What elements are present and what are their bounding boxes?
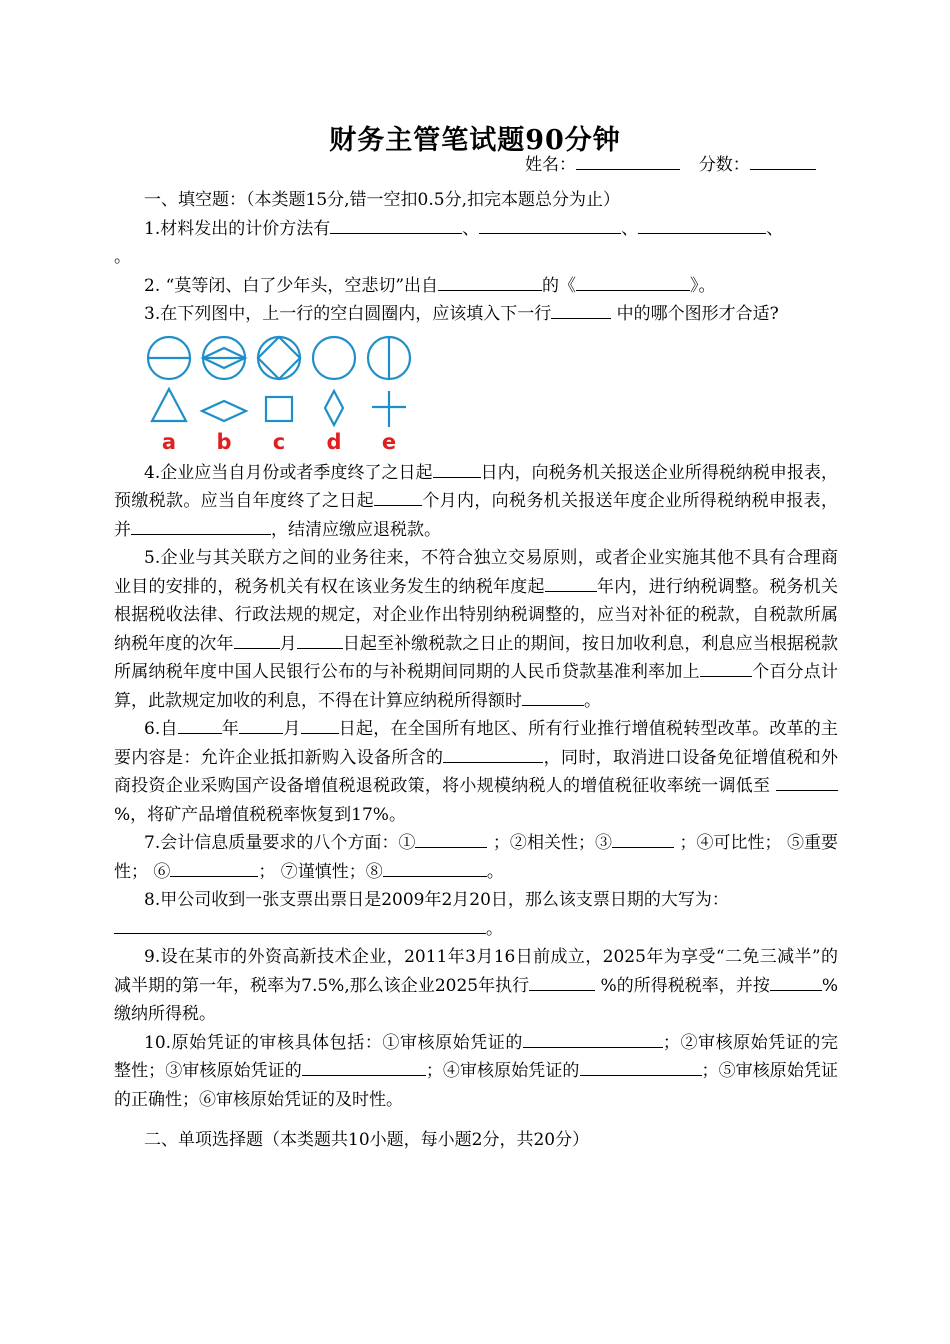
q3-blank[interactable] [551,304,611,319]
q9-blank-1[interactable] [529,976,595,991]
q5-blank-2[interactable] [234,634,280,649]
question-1: 1.材料发出的计价方法有 、 、 、 [144,218,784,239]
section2-heading: 二、单项选择题（本类题共10小题，每小题2分，共20分） [144,1130,590,1150]
question-1-end: 。 [114,247,131,267]
q5-blank-3[interactable] [297,634,343,649]
circle-vertical-line [368,337,410,379]
exam-body [114,186,838,1155]
q10-blank-3[interactable] [302,1061,426,1076]
option-label-b: b [216,429,232,454]
q6-blank-4[interactable] [443,748,543,763]
page-title: 财务主管笔试题90分钟 [329,125,621,156]
q2-blank-2[interactable] [576,276,690,291]
question-4: 4.企业应当自月份或者季度终了之日起 日内，向税务机关报送企业所得税纳税申报表，预缴税款。应当自年度终了之日起 个月内，向税务机关报送年度企业所得税纳税申报表，并 ，结清应缴应退税款。 [114,462,838,540]
triangle-shape[interactable] [152,389,186,421]
question-10: 10.原始凭证的审核具体包括：①审核原始凭证的 ；②审核原始凭证的完整性；③审核原始凭证的 ；④审核原始凭证的 ；⑤审核原始凭证的正确性；⑥审核原始凭证的及时性。 [114,1032,839,1110]
q1-blank-3[interactable] [638,219,766,234]
option-label-a: a [161,429,177,454]
flat-diamond-shape[interactable] [202,401,246,421]
question-6: 6.自 年 月 日起，在全国所有地区、所有行业推行增值税转型改革。改革的主要内容是：允许企业抵扣新购入设备所含的 ，同时，取消进口设备免征增值税和外商投资企业采购国产设备增值税退税政策，将小规模纳税人的增值税征收率统一调低至 %，将矿产品增值税税率恢复到17%。 [114,719,839,825]
score-blank[interactable] [750,155,816,170]
q9-blank-2[interactable] [770,976,822,991]
q7-blank-8[interactable] [383,862,487,877]
q10-blank-4[interactable] [580,1061,702,1076]
q1-blank-2[interactable] [479,219,621,234]
question-2: 2. “莫等闭、白了少年头，空悲切”出自 的《 》。 [144,275,716,296]
shape-puzzle-svg [144,335,434,455]
cross-shape[interactable] [372,391,406,427]
circle-with-square-diamond [258,337,300,379]
question-7: 7.会计信息质量要求的八个方面：① ；②相关性；③ ；④可比性； ⑤重要性； ⑥ ； ⑦谨慎性；⑧ 。 [114,833,838,882]
tall-diamond-shape[interactable] [325,391,343,425]
name-score-line [525,150,816,175]
question-3: 3.在下列图中，上一行的空白圆圈内，应该填入下一行 中的哪个图形才合适? [144,304,779,324]
q7-blank-3[interactable] [612,833,674,848]
empty-circle [313,337,355,379]
option-label-c: c [272,429,286,454]
q8-blank[interactable] [114,919,486,934]
name-label: 姓名： [525,155,576,175]
q4-blank-2[interactable] [374,491,422,506]
section1-heading: 一、填空题：（本类题15分,错一空扣0.5分,扣完本题总分为止） [144,190,620,210]
shape-puzzle-figure [144,335,434,455]
circle-with-diamond [203,337,245,379]
square-shape[interactable] [266,397,292,421]
q5-blank-1[interactable] [545,577,597,592]
question-8: 8.甲公司收到一张支票出票日是2009年2月20日，那么该支票日期的大写为： 。 [114,886,838,943]
question-9: 9.设在某市的外资高新技术企业，2011年3月16日前成立，2025年为享受“二免三减半”的减半期的第一年，税率为7.5%,那么该企业2025年执行 %的所得税税率，并按 %缴纳所得税。 [114,947,838,1024]
circle-horizontal-line [148,337,190,379]
q4-blank-3[interactable] [131,520,271,535]
q10-blank-1[interactable] [523,1033,663,1048]
question-5: 5.企业与其关联方之间的业务往来，不符合独立交易原则，或者企业实施其他不具有合理商业目的安排的，税务机关有权在该业务发生的纳税年度起 年内，进行纳税调整。税务机关根据税收法律、行政法规的规定，对企业作出特别纳税调整的，应当对补征的税款，自税款所属纳税年度的次年 月 日起至补缴税款之日止的期间，按日加收利息，利息应当根据税款所属纳税年度中国人民银行公布的与补税期间同期的人民币贷款基准利率加上 个百分点计算，此款规定加收的利息，不得在计算应纳税所得额时 。 [114,548,839,711]
q2-blank-1[interactable] [438,276,542,291]
score-label: 分数： [698,155,750,175]
q4-blank-1[interactable] [433,463,481,478]
q6-blank-year[interactable] [178,719,222,734]
q7-blank-6[interactable] [170,862,258,877]
q6-blank-month[interactable] [239,719,283,734]
q5-blank-5[interactable] [522,691,584,706]
option-label-e: e [381,429,397,454]
q6-blank-5[interactable] [776,776,838,791]
q6-blank-day[interactable] [301,719,339,734]
name-blank[interactable] [576,155,680,170]
q5-blank-4[interactable] [700,662,752,677]
q1-blank-1[interactable] [330,219,462,234]
option-label-d: d [326,429,342,454]
q7-blank-1[interactable] [415,833,487,848]
